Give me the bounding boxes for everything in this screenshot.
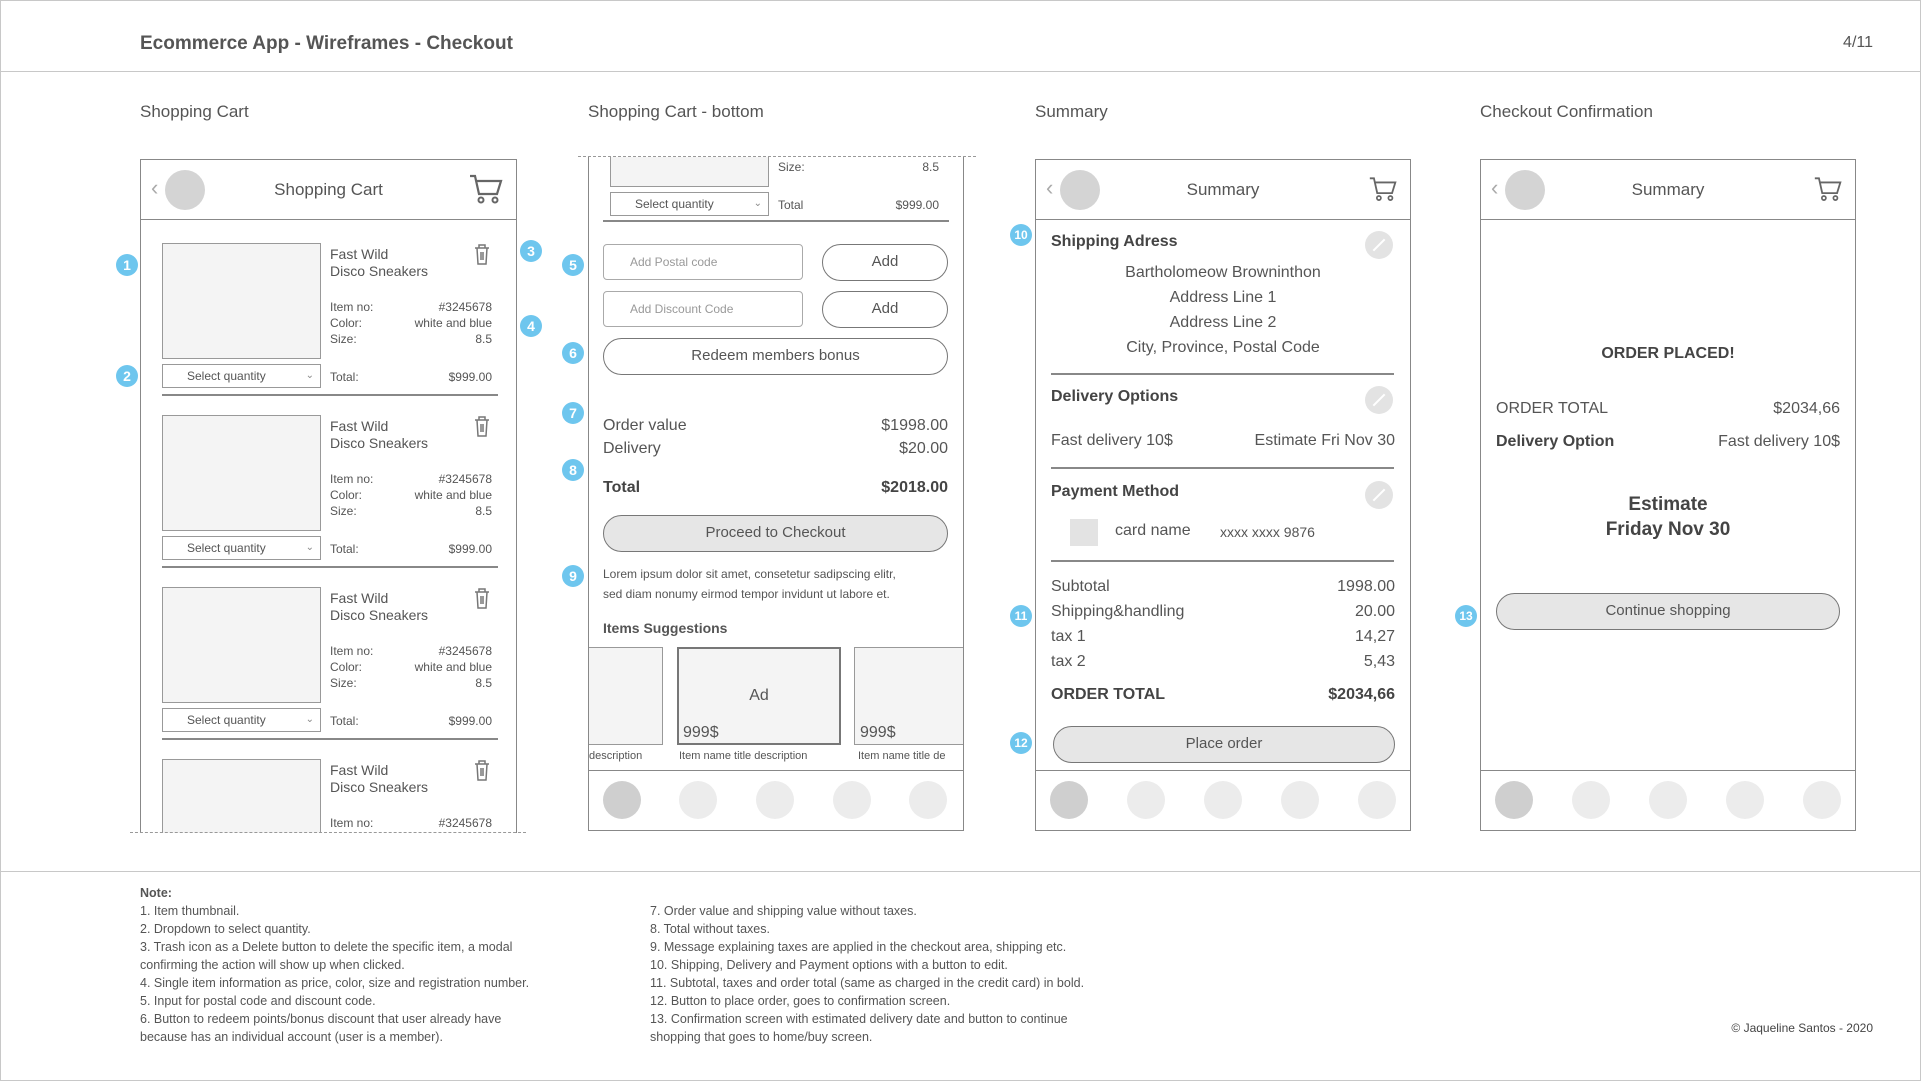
cart-icon[interactable]: [468, 172, 504, 206]
color-value: white and blue: [414, 316, 492, 330]
item-name: Disco Sneakers: [330, 779, 429, 795]
item-no-label: Item no:: [330, 300, 374, 314]
tax1-label: tax 1: [1051, 628, 1086, 645]
address-line: Address Line 1: [1169, 289, 1277, 306]
estimate-date: Friday Nov 30: [1605, 519, 1731, 540]
item-no-label: Item no:: [330, 472, 374, 486]
total-label: Total:: [330, 542, 359, 556]
total-label: Total:: [330, 714, 359, 728]
bottom-nav: [1036, 770, 1410, 830]
annotation-badge: 7: [562, 402, 584, 424]
back-chevron-icon[interactable]: ‹: [151, 175, 159, 200]
note-line: 2. Dropdown to select quantity.: [140, 922, 311, 936]
nav-dot[interactable]: [1281, 781, 1319, 819]
size-label: Size:: [330, 504, 357, 518]
annotation-badge: 5: [562, 254, 584, 276]
annotation-badge: 2: [116, 365, 138, 387]
total-value: $999.00: [895, 198, 939, 212]
suggestion-card[interactable]: [588, 647, 663, 745]
scroll-cut-line: [130, 832, 526, 833]
section-title-summary: Summary: [1035, 102, 1108, 121]
size-label: Size:: [778, 160, 805, 174]
item-divider: [162, 566, 498, 568]
trash-icon[interactable]: [472, 242, 492, 266]
section-divider: [1051, 467, 1394, 469]
notes-title: Note:: [140, 886, 172, 900]
header-divider: [0, 71, 1921, 72]
screen-title: Shopping Cart: [274, 180, 383, 199]
copyright: © Jaqueline Santos - 2020: [1731, 1021, 1873, 1035]
item-no-label: Item no:: [330, 816, 374, 830]
quantity-dropdown[interactable]: [610, 192, 769, 216]
item-name: Fast Wild: [330, 590, 389, 606]
total-label: Total: [603, 479, 641, 496]
note-line: 10. Shipping, Delivery and Payment options with a button to edit.: [650, 958, 1008, 972]
trash-icon[interactable]: [472, 758, 492, 782]
document-title: Ecommerce App - Wireframes - Checkout: [140, 33, 513, 54]
delivery-options-title: Delivery Options: [1051, 388, 1179, 405]
note-line: 6. Button to redeem points/bonus discount that user already have: [140, 1012, 502, 1026]
cart-header: [141, 160, 516, 220]
card-icon: [1070, 519, 1098, 546]
add-postal-button[interactable]: Add: [822, 244, 948, 281]
subtotal-value: 1998.00: [1337, 578, 1395, 595]
summary-header: [1036, 160, 1410, 220]
chevron-down-icon: ⌄: [305, 542, 314, 553]
color-label: Color:: [330, 660, 363, 674]
add-discount-button[interactable]: Add: [822, 291, 948, 328]
item-thumbnail[interactable]: [162, 415, 321, 531]
item-name: Disco Sneakers: [330, 263, 429, 279]
quantity-dropdown[interactable]: [162, 364, 321, 388]
order-total-value: $2034,66: [1328, 686, 1395, 703]
chevron-down-icon: ⌄: [305, 714, 314, 725]
item-no-value: #3245678: [438, 644, 492, 658]
subtotal-label: Subtotal: [1051, 578, 1110, 595]
annotation-badge: 12: [1010, 732, 1032, 754]
suggestion-price: 999$: [860, 724, 896, 741]
delivery-value: $20.00: [899, 440, 948, 457]
size-label: Size:: [330, 676, 357, 690]
shipping-value: 20.00: [1354, 603, 1395, 620]
shipping-address-title: Shipping Adress: [1051, 233, 1178, 250]
size-value: 8.5: [475, 676, 492, 690]
quantity-dropdown[interactable]: [162, 708, 321, 732]
annotation-badge: 10: [1010, 224, 1032, 246]
tax-message: sed diam nonumy eirmod tempor invidunt ut labore et.: [603, 587, 890, 601]
delivery-label: Delivery: [603, 440, 661, 457]
screen-title: Summary: [1631, 180, 1705, 199]
order-placed-heading: ORDER PLACED!: [1601, 345, 1735, 362]
section-title-cart-bottom: Shopping Cart - bottom: [588, 102, 764, 121]
note-line: 8. Total without taxes.: [650, 922, 770, 936]
tax2-value: 5,43: [1363, 653, 1395, 670]
tax-message: Lorem ipsum dolor sit amet, consetetur sadipscing elitr,: [603, 567, 896, 581]
page-number: 4/11: [1843, 34, 1873, 51]
redeem-bonus-button[interactable]: Redeem members bonus: [603, 338, 948, 375]
address-line: Bartholomeow Browninthon: [1125, 264, 1321, 281]
nav-dot[interactable]: [1495, 781, 1533, 819]
size-value: 8.5: [922, 160, 939, 174]
quantity-dropdown-label: Select quantity: [187, 369, 266, 383]
quantity-dropdown-label: Select quantity: [635, 197, 714, 211]
nav-dot[interactable]: [1204, 781, 1242, 819]
note-line: 3. Trash icon as a Delete button to delete the specific item, a modal: [140, 940, 513, 954]
postal-code-input[interactable]: Add Postal code: [603, 244, 803, 280]
item-thumbnail[interactable]: [162, 759, 321, 833]
continue-shopping-button[interactable]: Continue shopping: [1496, 593, 1840, 630]
note-line: 9. Message explaining taxes are applied in the checkout area, shipping etc.: [650, 940, 1067, 954]
item-thumbnail[interactable]: [610, 157, 769, 187]
ad-label: Ad: [749, 687, 769, 704]
section-divider: [1051, 373, 1394, 375]
note-line: 5. Input for postal code and discount code.: [140, 994, 376, 1008]
color-label: Color:: [330, 316, 363, 330]
edit-icon[interactable]: [1365, 386, 1393, 414]
size-label: Size:: [330, 332, 357, 346]
summary-screen: [1035, 159, 1411, 831]
nav-dot[interactable]: [756, 781, 794, 819]
trash-icon[interactable]: [472, 414, 492, 438]
cart-icon[interactable]: [1813, 175, 1843, 203]
nav-dot[interactable]: [1050, 781, 1088, 819]
delivery-option-value: Fast delivery 10$: [1718, 433, 1840, 450]
nav-dot[interactable]: [1649, 781, 1687, 819]
proceed-checkout-button[interactable]: Proceed to Checkout: [603, 515, 948, 552]
note-line: 12. Button to place order, goes to confirmation screen.: [650, 994, 951, 1008]
item-name: Disco Sneakers: [330, 607, 429, 623]
trash-icon[interactable]: [472, 586, 492, 610]
item-name: Fast Wild: [330, 418, 389, 434]
suggestion-caption: Item name title description: [679, 750, 808, 762]
note-line: because has an individual account (user is a member).: [140, 1030, 443, 1044]
total-label: Total:: [330, 370, 359, 384]
screen-title: Summary: [1186, 180, 1260, 199]
cart-icon[interactable]: [1368, 175, 1398, 203]
card-name: card name: [1115, 522, 1191, 539]
cart-bottom-screen: [588, 157, 964, 831]
chevron-down-icon: ⌄: [753, 198, 762, 209]
estimate-label: Estimate: [1628, 494, 1708, 515]
address-line: City, Province, Postal Code: [1126, 339, 1320, 356]
bottom-nav: [589, 770, 963, 830]
edit-icon[interactable]: [1365, 481, 1393, 509]
tax2-label: tax 2: [1051, 653, 1086, 670]
color-value: white and blue: [414, 488, 492, 502]
item-no-value: #3245678: [438, 472, 492, 486]
nav-dot[interactable]: [1572, 781, 1610, 819]
suggestion-caption: Item name title de: [858, 750, 946, 762]
notes-divider: [0, 871, 1921, 872]
nav-dot[interactable]: [1726, 781, 1764, 819]
note-line: 1. Item thumbnail.: [140, 904, 240, 918]
annotation-badge: 9: [562, 565, 584, 587]
item-divider: [603, 220, 949, 222]
annotation-badge: 8: [562, 459, 584, 481]
order-total-label: ORDER TOTAL: [1051, 686, 1166, 703]
card-number: xxxx xxxx 9876: [1220, 524, 1315, 540]
order-value-label: Order value: [603, 417, 687, 434]
edit-icon[interactable]: [1365, 231, 1393, 259]
order-total-label: ORDER TOTAL: [1496, 400, 1609, 417]
nav-dot[interactable]: [909, 781, 947, 819]
annotation-badge: 11: [1010, 605, 1032, 627]
nav-dot[interactable]: [603, 781, 641, 819]
place-order-button[interactable]: Place order: [1053, 726, 1395, 763]
item-name: Disco Sneakers: [330, 435, 429, 451]
delivery-option-label: Delivery Option: [1496, 433, 1615, 450]
total-value: $999.00: [448, 542, 492, 556]
section-title-cart: Shopping Cart: [140, 102, 249, 121]
note-line: confirming the action will show up when clicked.: [140, 958, 405, 972]
address-line: Address Line 2: [1169, 314, 1277, 331]
section-divider: [1051, 560, 1394, 562]
annotation-badge: 1: [116, 254, 138, 276]
note-line: 4. Single item information as price, color, size and registration number.: [140, 976, 530, 990]
item-thumbnail[interactable]: [162, 587, 321, 703]
nav-dot[interactable]: [1358, 781, 1396, 819]
order-value: $1998.00: [881, 417, 948, 434]
quantity-dropdown-label: Select quantity: [187, 541, 266, 555]
total-value: $2018.00: [881, 479, 948, 496]
suggestion-caption: description: [589, 750, 643, 762]
annotation-badge: 13: [1455, 605, 1477, 627]
nav-dot[interactable]: [679, 781, 717, 819]
item-divider: [162, 394, 498, 396]
tax1-value: 14,27: [1354, 628, 1395, 645]
confirmation-screen: [1480, 159, 1856, 831]
delivery-estimate: Estimate Fri Nov 30: [1254, 432, 1395, 449]
annotation-badge: 4: [520, 315, 542, 337]
shipping-label: Shipping&handling: [1051, 603, 1185, 620]
back-chevron-icon[interactable]: ‹: [1491, 175, 1499, 200]
nav-dot[interactable]: [1127, 781, 1165, 819]
quantity-dropdown-label: Select quantity: [187, 713, 266, 727]
item-divider: [162, 738, 498, 740]
note-line: 7. Order value and shipping value without taxes.: [650, 904, 917, 918]
back-chevron-icon[interactable]: ‹: [1046, 175, 1054, 200]
total-value: $999.00: [448, 714, 492, 728]
item-no-value: #3245678: [438, 300, 492, 314]
nav-dot[interactable]: [1803, 781, 1841, 819]
discount-code-input[interactable]: Add Discount Code: [603, 291, 803, 327]
note-line: 13. Confirmation screen with estimated delivery date and button to continue: [650, 1012, 1068, 1026]
color-label: Color:: [330, 488, 363, 502]
payment-method-title: Payment Method: [1051, 483, 1180, 500]
bottom-nav: [1481, 770, 1855, 830]
note-line: shopping that goes to home/buy screen.: [650, 1030, 873, 1044]
size-value: 8.5: [475, 504, 492, 518]
chevron-down-icon: ⌄: [305, 370, 314, 381]
color-value: white and blue: [414, 660, 492, 674]
annotation-badge: 6: [562, 342, 584, 364]
size-value: 8.5: [475, 332, 492, 346]
cart-screen: [140, 159, 517, 833]
total-value: $999.00: [448, 370, 492, 384]
confirmation-header: [1481, 160, 1855, 220]
suggestion-price: 999$: [683, 724, 719, 741]
annotation-badge: 3: [520, 240, 542, 262]
item-no-label: Item no:: [330, 644, 374, 658]
item-name: Fast Wild: [330, 246, 389, 262]
order-total-value: $2034,66: [1773, 400, 1840, 417]
note-line: 11. Subtotal, taxes and order total (same as charged in the credit card) in bold.: [650, 976, 1085, 990]
suggestions-title: Items Suggestions: [603, 620, 728, 636]
quantity-dropdown[interactable]: [162, 536, 321, 560]
nav-dot[interactable]: [833, 781, 871, 819]
delivery-option: Fast delivery 10$: [1051, 432, 1173, 449]
section-title-confirmation: Checkout Confirmation: [1480, 102, 1653, 121]
item-no-value: #3245678: [438, 816, 492, 830]
item-name: Fast Wild: [330, 762, 389, 778]
total-label: Total: [778, 198, 804, 212]
item-thumbnail[interactable]: [162, 243, 321, 359]
